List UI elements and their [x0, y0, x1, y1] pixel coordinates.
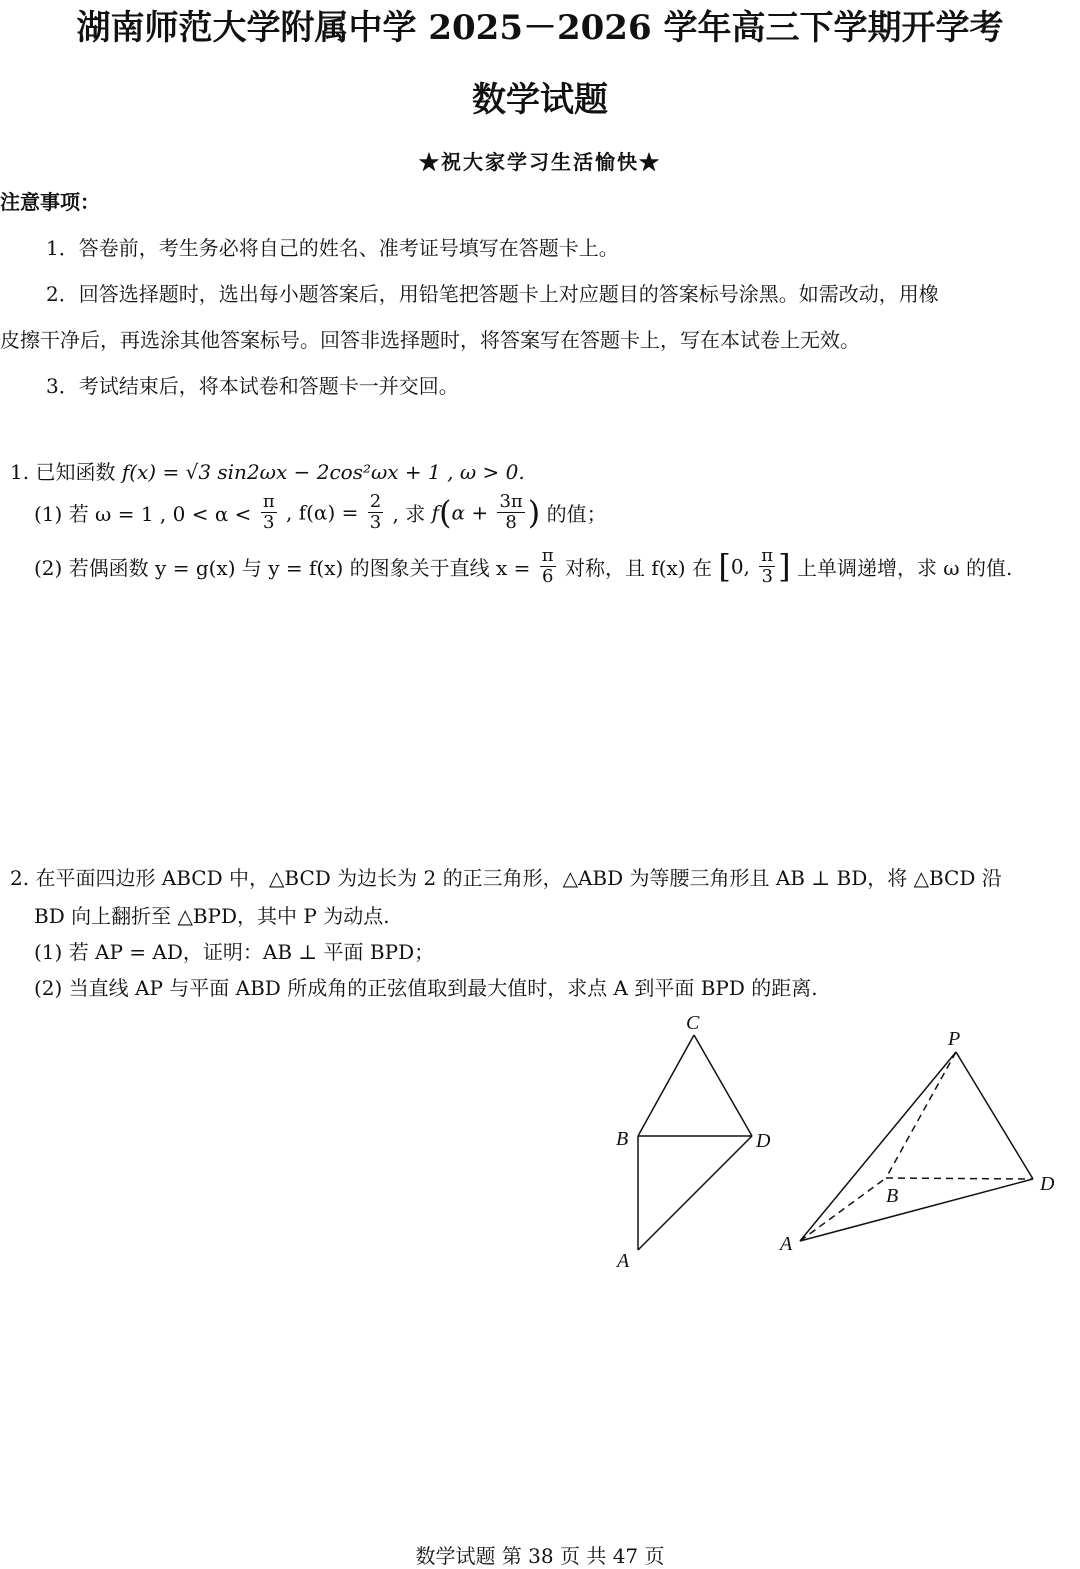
fraction-pi-over-3-b: $\frac{\pi}{3}$ — [761, 545, 774, 587]
notice-item-3: 3．考试结束后，将本试卷和答题卡一并交回。 — [46, 374, 459, 398]
q1-stem-prefix: 1. 已知函数 — [10, 460, 116, 484]
fraction-pi-over-6: $\frac{\pi}{6}$ — [541, 545, 554, 587]
edge-pa — [800, 1052, 956, 1241]
notice-item-2b: 皮擦干净后，再选涂其他答案标号。回答非选择题时，将答案写在答题卡上，写在本试卷上无效。 — [0, 328, 860, 352]
label-d: D — [1040, 1173, 1055, 1195]
bracket-open: [ — [718, 547, 731, 586]
edge-cb — [638, 1035, 694, 1136]
fraction-2-over-3: $\frac{2}{3}$ — [369, 491, 382, 533]
q1-stem — [10, 456, 525, 485]
q2-part1: (1) 若 AP = AD，证明：AB ⊥ 平面 BPD； — [34, 940, 435, 964]
label-a: A — [780, 1233, 793, 1255]
edge-ad — [638, 1136, 752, 1250]
edge-pd — [956, 1052, 1033, 1179]
q2-line1: 2. 在平面四边形 ABCD 中，△BCD 为边长为 2 的正三角形，△ABD 为等腰三角形且 AB ⊥ BD，将 △BCD 沿 — [10, 866, 1002, 890]
q1-p1-ask: , 求 — [392, 502, 426, 526]
alpha-plus: α + — [451, 500, 489, 525]
label-c: C — [686, 1012, 700, 1034]
q1-p2-mid: 对称，且 f(x) 在 — [564, 556, 712, 580]
q1-p1-prefix: (1) 若 ω = 1 , 0 < α < — [34, 502, 252, 526]
label-p: P — [948, 1028, 961, 1050]
q1-p1-end: 的值； — [546, 502, 607, 526]
edge-pb-hidden — [886, 1052, 956, 1178]
edge-bd-hidden — [886, 1178, 1033, 1179]
q1-part2 — [34, 546, 1012, 587]
paren-open: ( — [439, 493, 452, 532]
q1-p2-prefix: (2) 若偶函数 y = g(x) 与 y = f(x) 的图象关于直线 x = — [34, 556, 531, 580]
wish-line: ★祝大家学习生活愉快★ — [419, 150, 661, 174]
interval-start: 0, — [730, 554, 750, 579]
q1-stem-formula: f(x) = √3 sin2ωx − 2cos²ωx + 1 , ω > 0. — [121, 460, 525, 484]
q1-part1 — [34, 492, 607, 533]
q1-p2-end: 上单调递增，求 ω 的值. — [796, 556, 1013, 580]
q1-p1-mid: , f(α) = — [286, 500, 359, 525]
page-subtitle: 数学试题 — [472, 80, 608, 120]
edge-cd — [694, 1035, 752, 1136]
label-d: D — [756, 1130, 771, 1152]
edge-ab-hidden — [800, 1178, 886, 1241]
figure-tetrahedron — [770, 1020, 1070, 1260]
f-symbol: f — [431, 500, 440, 525]
q2-line2: BD 向上翻折至 △BPD，其中 P 为动点. — [34, 904, 390, 928]
notice-heading: 注意事项： — [0, 190, 100, 214]
q2-part2: (2) 当直线 AP 与平面 ABD 所成角的正弦值取到最大值时，求点 A 到平面 BPD 的距离. — [34, 976, 818, 1000]
page-title: 湖南师范大学附属中学 2025－2026 学年高三下学期开学考 — [76, 8, 1004, 48]
bracket-close: ] — [778, 547, 791, 586]
label-b: B — [616, 1128, 629, 1150]
page-footer: 数学试题 第 38 页 共 47 页 — [415, 1544, 665, 1568]
notice-item-1: 1．答卷前，考生务必将自己的姓名、准考证号填写在答题卡上。 — [46, 236, 619, 260]
edge-ad — [800, 1179, 1033, 1241]
label-a: A — [617, 1250, 630, 1272]
label-b: B — [886, 1185, 899, 1207]
notice-item-2a: 2．回答选择题时，选出每小题答案后，用铅笔把答题卡上对应题目的答案标号涂黑。如需改动，用橡 — [46, 282, 939, 306]
fraction-pi-over-3: $\frac{\pi}{3}$ — [262, 491, 275, 533]
fraction-3pi-over-8: $\frac{3\pi}{8}$ — [499, 491, 523, 533]
paren-close: ) — [527, 493, 541, 532]
